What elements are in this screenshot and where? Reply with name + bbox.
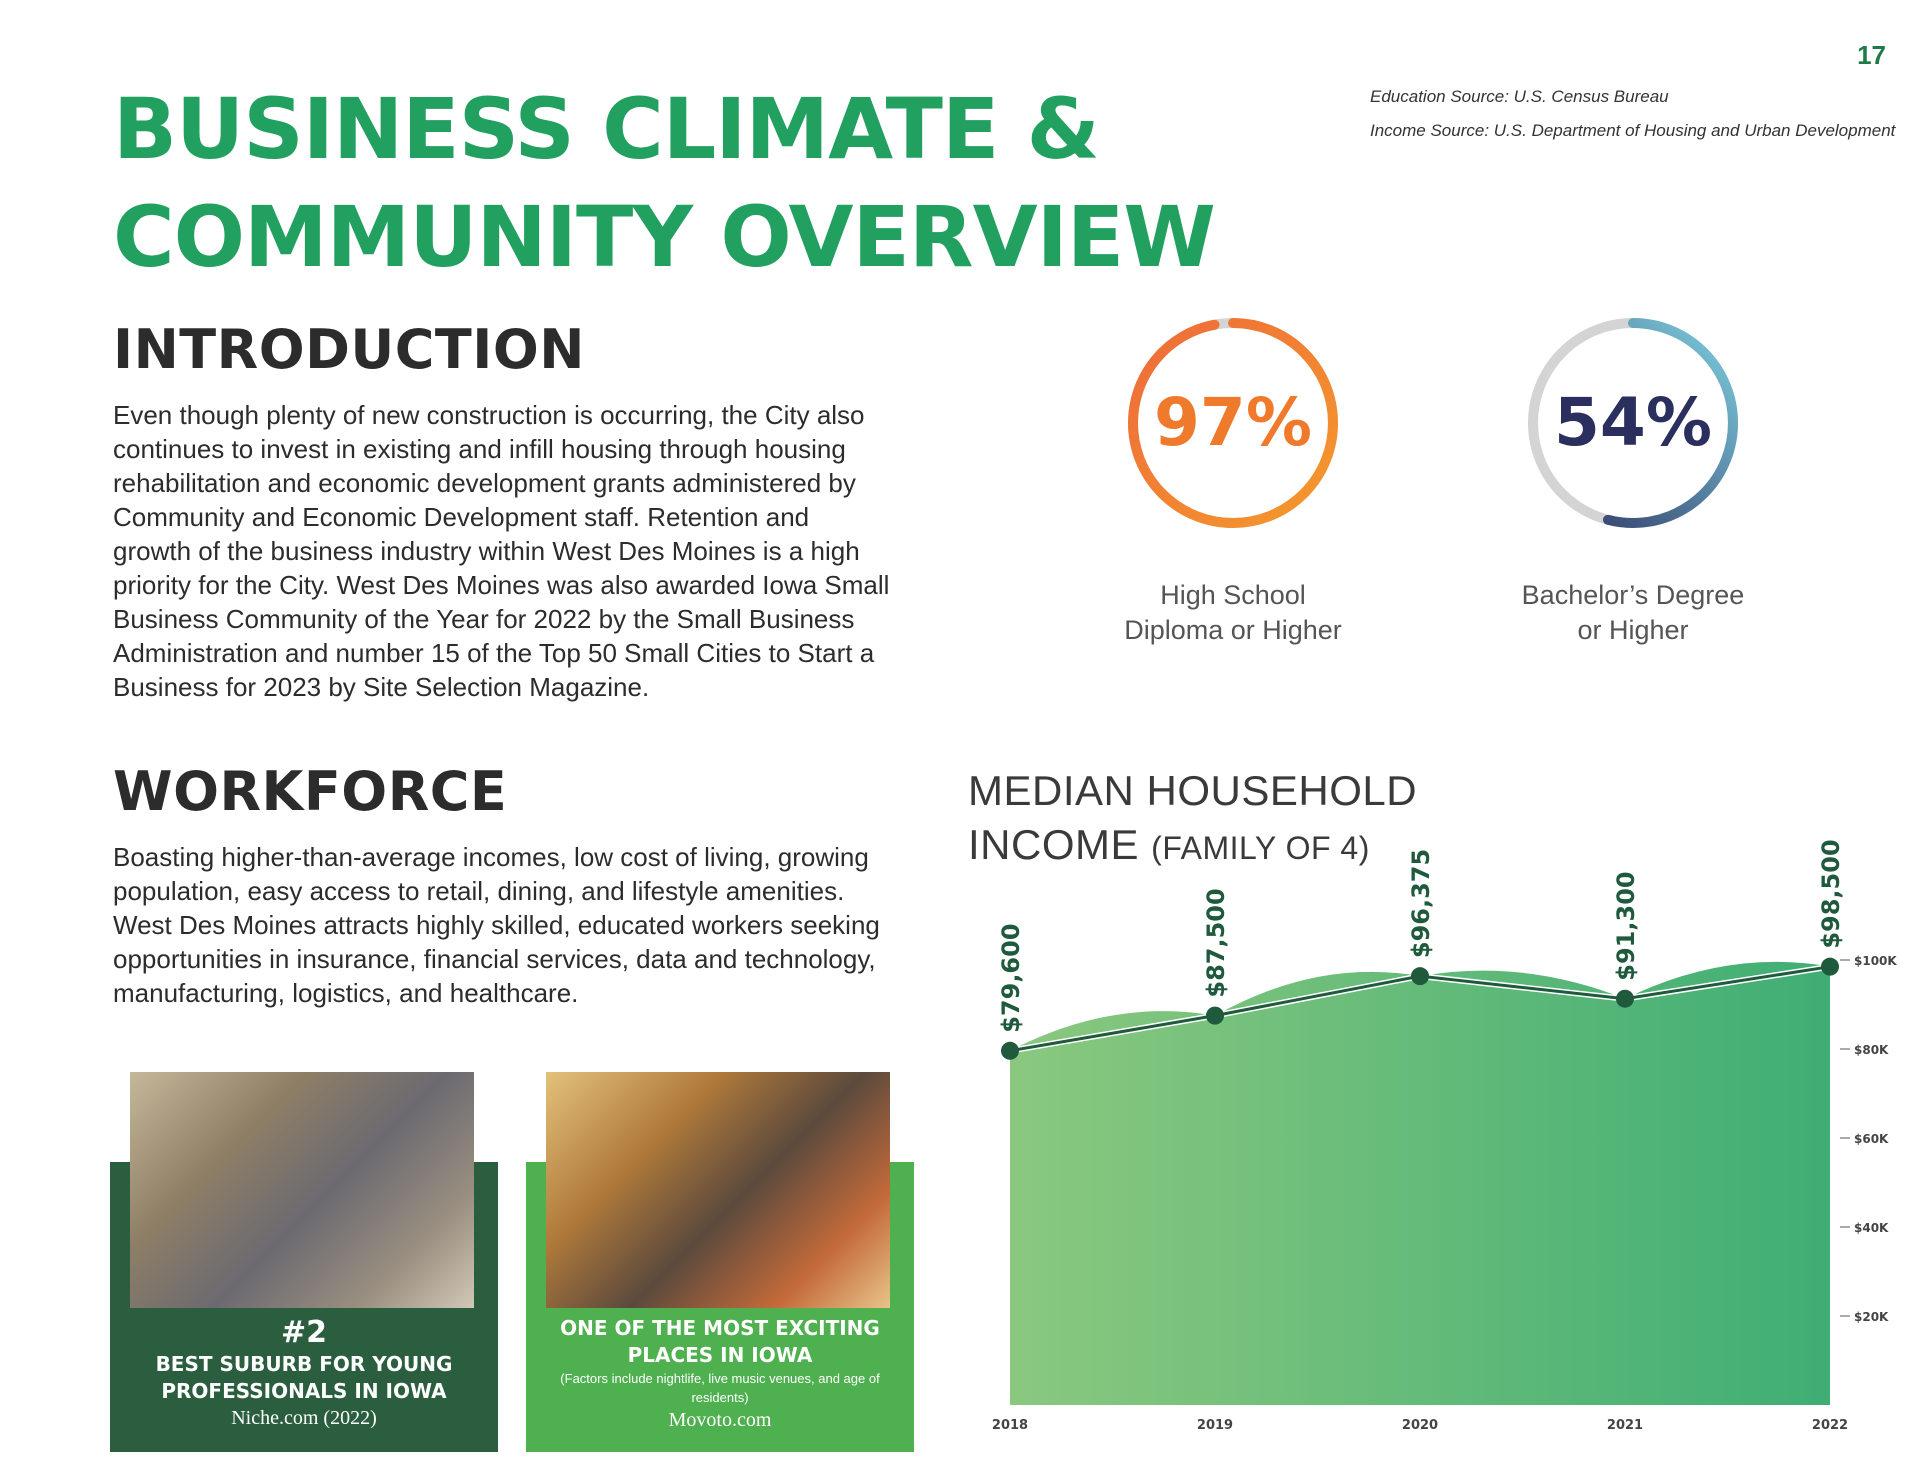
bachelors-label-line2: or Higher <box>1577 615 1689 645</box>
intro-line: continues to invest in existing and infill housing through housing <box>113 434 846 464</box>
data-label: $79,600 <box>997 923 1025 1033</box>
page-number: 17 <box>1857 40 1886 70</box>
high-school-label <box>1083 578 1383 648</box>
award-headline-line2: PROFESSIONALS IN IOWA <box>161 1379 447 1403</box>
workforce-line: manufacturing, logistics, and healthcare. <box>113 978 579 1008</box>
intro-line: Community and Economic Development staff. Retention and <box>113 502 810 532</box>
data-label: $87,500 <box>1202 888 1230 998</box>
data-point <box>1616 990 1634 1008</box>
award-card-1-text <box>110 1315 498 1431</box>
bachelors-label-line1: Bachelor’s Degree <box>1521 580 1745 610</box>
data-point <box>1001 1042 1019 1060</box>
data-label: $91,300 <box>1612 871 1640 981</box>
intro-line: Even though plenty of new construction is occurring, the City also <box>113 400 865 430</box>
x-tick-label: 2020 <box>1401 1418 1439 1433</box>
workforce-line: Boasting higher-than-average incomes, low cost of living, growing <box>113 842 869 872</box>
intro-line: priority for the City. West Des Moines was also awarded Iowa Small <box>113 570 890 600</box>
award-source: Niche.com (2022) <box>231 1407 377 1429</box>
bachelors-donut <box>1518 308 1748 538</box>
award-source: Movoto.com <box>668 1409 772 1431</box>
high-school-percent: 97% <box>1154 384 1312 461</box>
chart-title-line1: MEDIAN HOUSEHOLD <box>968 767 1418 814</box>
award-headline-line1: ONE OF THE MOST EXCITING <box>560 1316 880 1340</box>
y-tick-label: $80K <box>1854 1043 1889 1057</box>
y-tick-label: $40K <box>1854 1221 1889 1235</box>
y-tick-label: $20K <box>1854 1310 1889 1324</box>
data-label: $96,375 <box>1407 848 1435 959</box>
intro-line: Business for 2023 by Site Selection Magazine. <box>113 672 650 702</box>
page-title-line1: BUSINESS CLIMATE & <box>113 80 1099 178</box>
data-point <box>1411 967 1429 985</box>
intro-line: Administration and number 15 of the Top 50 Small Cities to Start a <box>113 638 875 668</box>
x-tick-label: 2021 <box>1606 1418 1644 1433</box>
data-point <box>1206 1007 1224 1025</box>
page-title <box>113 75 1213 291</box>
sources-note <box>1370 80 1896 148</box>
award-note: (Factors include nightlife, live music venues, and age of residents) <box>560 1371 880 1405</box>
income-source: Income Source: U.S. Department of Housing and Urban Development <box>1370 121 1896 140</box>
award-headline-line1: BEST SUBURB FOR YOUNG <box>155 1352 453 1376</box>
high-school-donut <box>1118 308 1348 538</box>
data-label: $98,500 <box>1817 839 1845 949</box>
chart-title-subtitle: (FAMILY OF 4) <box>1151 830 1370 866</box>
introduction-text <box>113 398 893 704</box>
bachelors-percent: 54% <box>1554 384 1712 461</box>
x-tick-label: 2019 <box>1196 1418 1234 1433</box>
workforce-line: opportunities in insurance, financial services, data and technology, <box>113 944 876 974</box>
chart-title-line2: INCOME <box>968 821 1139 868</box>
chart-title <box>968 764 1417 875</box>
award-headline-line2: PLACES IN IOWA <box>627 1343 813 1367</box>
bachelors-label <box>1483 578 1783 648</box>
intro-line: Business Community of the Year for 2022 by the Small Business <box>113 604 855 634</box>
dining-couple-photo <box>546 1072 890 1308</box>
workforce-line: population, easy access to retail, dining, and lifestyle amenities. <box>113 876 845 906</box>
workforce-heading: WORKFORCE <box>113 760 508 823</box>
intro-line: rehabilitation and economic development grants administered by <box>113 468 856 498</box>
introduction-heading: INTRODUCTION <box>113 318 585 381</box>
intro-line: growth of the business industry within West Des Moines is a high <box>113 536 860 566</box>
x-tick-label: 2018 <box>991 1418 1029 1433</box>
x-tick-label: 2022 <box>1811 1418 1849 1433</box>
high-school-label-line1: High School <box>1160 580 1306 610</box>
education-source: Education Source: U.S. Census Bureau <box>1370 87 1669 106</box>
workforce-line: West Des Moines attracts highly skilled, educated workers seeking <box>113 910 880 940</box>
workforce-text <box>113 840 913 1010</box>
page-title-line2: COMMUNITY OVERVIEW <box>113 188 1215 286</box>
y-tick-label: $60K <box>1854 1132 1889 1146</box>
y-tick-label: $100K <box>1854 954 1897 968</box>
data-point <box>1821 958 1839 976</box>
award-card-2-text <box>526 1315 914 1433</box>
young-professionals-photo <box>130 1072 474 1308</box>
award-rank: #2 <box>280 1315 327 1350</box>
high-school-label-line2: Diploma or Higher <box>1124 615 1342 645</box>
